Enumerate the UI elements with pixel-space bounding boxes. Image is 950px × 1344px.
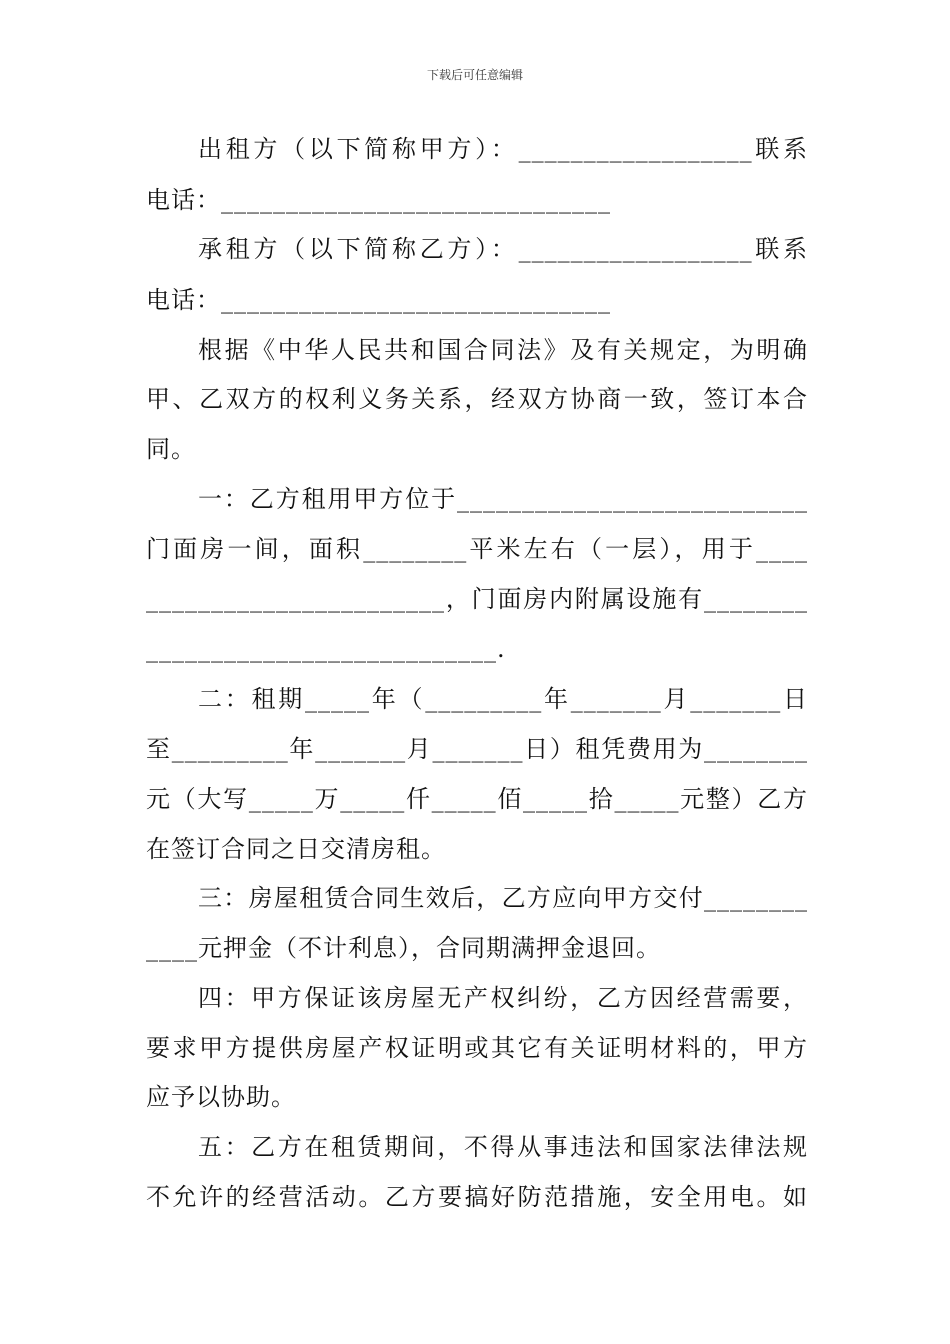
- preamble-line-1: 根据《中华人民共和国合同法》及有关规定，为明确: [198, 336, 808, 364]
- clause-4-line-3: 应予以协助。: [146, 1083, 296, 1111]
- clause-2-line-2: 至_________年_______月_______日）租凭费用为________: [146, 735, 808, 763]
- clause-1-line-4: ___________________________.: [146, 635, 506, 663]
- clause-5-line-2: 不允许的经营活动。乙方要搞好防范措施，安全用电。如: [146, 1183, 808, 1211]
- clause-1-line-1: 一：乙方租用甲方位于___________________________: [198, 485, 808, 513]
- clause-3-line-1: 三：房屋租赁合同生效后，乙方应向甲方交付________: [198, 884, 808, 912]
- lessor-line: 出租方（以下简称甲方）：__________________联系: [198, 135, 808, 163]
- clause-2-line-3: 元（大写_____万_____仟_____佰_____拾_____元整）乙方: [146, 785, 808, 813]
- clause-5-line-1: 五：乙方在租赁期间，不得从事违法和国家法律法规: [198, 1133, 808, 1161]
- clause-4-line-2: 要求甲方提供房屋产权证明或其它有关证明材料的，甲方: [146, 1034, 808, 1062]
- lessor-phone-line: 电话：______________________________: [146, 186, 611, 214]
- lessee-phone-line: 电话：______________________________: [146, 286, 611, 314]
- clause-1-line-3: _______________________，门面房内附属设施有________: [146, 585, 808, 613]
- clause-2-line-4: 在签订合同之日交清房租。: [146, 835, 446, 863]
- clause-3-line-2: ____元押金（不计利息），合同期满押金退回。: [146, 934, 661, 962]
- preamble-line-3: 同。: [146, 435, 196, 463]
- lessee-line: 承租方（以下简称乙方）：__________________联系: [198, 235, 808, 263]
- clause-4-line-1: 四：甲方保证该房屋无产权纠纷，乙方因经营需要，: [198, 984, 808, 1012]
- clause-2-line-1: 二：租期_____年（_________年_______月_______日: [198, 685, 808, 713]
- preamble-line-2: 甲、乙双方的权利义务关系，经双方协商一致，签订本合: [146, 385, 808, 413]
- clause-1-line-2: 门面房一间，面积________平米左右（一层），用于____: [146, 535, 808, 563]
- page-header: 下载后可任意编辑: [426, 68, 523, 82]
